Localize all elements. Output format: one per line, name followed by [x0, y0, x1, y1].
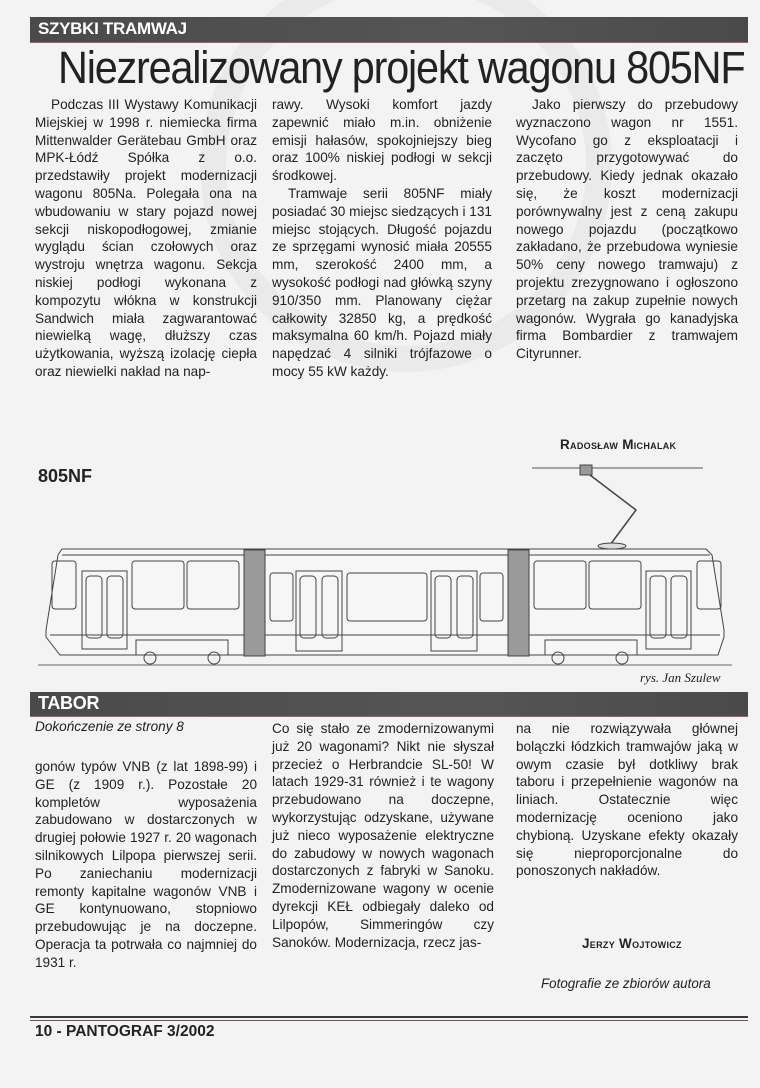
- pantograph-base: [598, 543, 626, 549]
- footer-rule: [30, 1016, 748, 1018]
- paragraph: Podczas III Wystawy Komunikacji Miejskiej w 1998 r. niemiecka firma Mittenwalder Gerätebau GmbH oraz MPK-Łódź Spółka z o.o. przedstawiły projekt modernizacji wagonu 805Na. Polegała ona na wbudowaniu w stary pojazd nowej sekcji niskopodłogowej, zmianie wyglądu ścian czołowych oraz wystroju wnętrza wagonu. Sekcja niskiej podłogi wykonana z kompozytu włókna w konstrukcji Sandwich miała zagwarantować niewielką wagę, dłuższy czas użytkowania, wyższą izolację ciepła oraz niewielki nakład na nap-: [35, 97, 257, 379]
- article-column-1: [35, 758, 257, 972]
- section-label: SZYBKI TRAMWAJ: [38, 19, 187, 38]
- paragraph: Jako pierwszy do przebudowy wyznaczono wagon nr 1551. Wycofano go z eksploatacji i zaczęto przygotowywać do przebudowy. Kiedy jednak okazało się, że koszt modernizacji porównywalny jest z ceną zakupu nowego pojazdu (początkowo zakładano, że przebudowa wyniesie 50% ceny nowego tramwaju) z projektu zrezygnowano i ogłoszono przetarg na zakup zupełnie nowych wagonów. Wygrała go kanadyjska firma Bombardier z tramwajem Cityrunner.: [516, 97, 738, 362]
- articulation-joint: [244, 550, 265, 656]
- article-column-3: [516, 96, 738, 363]
- paragraph: Tramwaje serii 805NF miały posiadać 30 miejsc siedzących i 131 miejsc stojących. Długość pojazdu ze sprzęgami wynosić miała 20555 mm, szerokość 2400 mm, a wysokość podłogi nad główką szyny 910/350 mm. Planowany ciężar całkowity 32850 kg, a prędkość maksymalna 60 km/h. Pojazd miały napędzać 4 silniki trójfazowe o mocy 55 kW każdy.: [272, 185, 492, 379]
- author-byline: Jerzy Wojtowicz: [582, 936, 682, 951]
- author-byline: Radosław Michalak: [560, 437, 677, 452]
- paragraph: rawy. Wysoki komfort jazdy zapewnić miało m.in. obniżenie emisji hałasów, spokojniejszy bieg oraz 100% niskiej podłogi w sekcji środkowej.: [272, 97, 492, 184]
- article-column-3: [516, 720, 738, 880]
- tram-body-outline: [46, 549, 724, 655]
- page-footer: 10 - PANTOGRAF 3/2002: [35, 1023, 215, 1040]
- articulation-joint: [508, 550, 529, 656]
- section-label: TABOR: [38, 693, 100, 713]
- drawing-credit: rys. Jan Szulew: [640, 670, 721, 685]
- article-headline: Niezrealizowany projekt wagonu 805NF: [58, 42, 745, 93]
- figure-label: 805NF: [38, 466, 93, 486]
- article-column-2: [272, 720, 494, 951]
- section-header-bar: [30, 17, 748, 43]
- tram-drawing: [0, 455, 760, 685]
- pantograph-arm: [590, 475, 636, 545]
- photo-credit: Fotografie ze zbiorów autora: [541, 976, 711, 991]
- article-column-1: [35, 96, 257, 381]
- paragraph: na nie rozwiązywała głównej bolączki łódzkich tramwajów jaką w owym czasie był dotkliwy brak taboru i przepełnienie wagonów na liniach. Ostatecznie więc modernizację oceniono jako chybioną. Uzyskane efekty okazały się nieproporcjonalne do ponoszonych nakładów.: [516, 721, 738, 879]
- article-column-2: [272, 96, 492, 381]
- section-header-bar: [30, 692, 748, 717]
- continued-note: Dokończenie ze strony 8: [35, 719, 184, 734]
- paragraph: gonów typów VNB (z lat 1898-99) i GE (z 1909 r.). Pozostałe 20 kompletów wyposażenia zabudowano w dostarczonych w drugiej połowie 1927 r. 20 wagonach silnikowych Lilpopa pierwszej serii. Po zaniechaniu modernizacji remonty kapitalne wagonów VNB i GE kontynuowano, stopniowo przebudowując je na doczepne. Operacja ta potrwała co najmniej do 1931 r.: [35, 759, 257, 970]
- pantograph-head: [580, 465, 592, 475]
- paragraph: Co się stało ze zmodernizowanymi już 20 wagonami? Nikt nie słyszał przecież o Herbrandcie SL-50! W latach 1929-31 również i te wagony przebudowano na doczepne, wykorzystując odzyskane, używane już nieco wyposażenie elektryczne do zabudowy w nowych wagonach dostarczonych z fabryki w Sanoku. Zmodernizowane wagony w ocenie dyrekcji KEŁ odbiegały daleko od Lilpopów, Simmeringów czy Sanoków. Modernizacja, rzecz jas-: [272, 721, 494, 950]
- footer-rule: [30, 1020, 748, 1021]
